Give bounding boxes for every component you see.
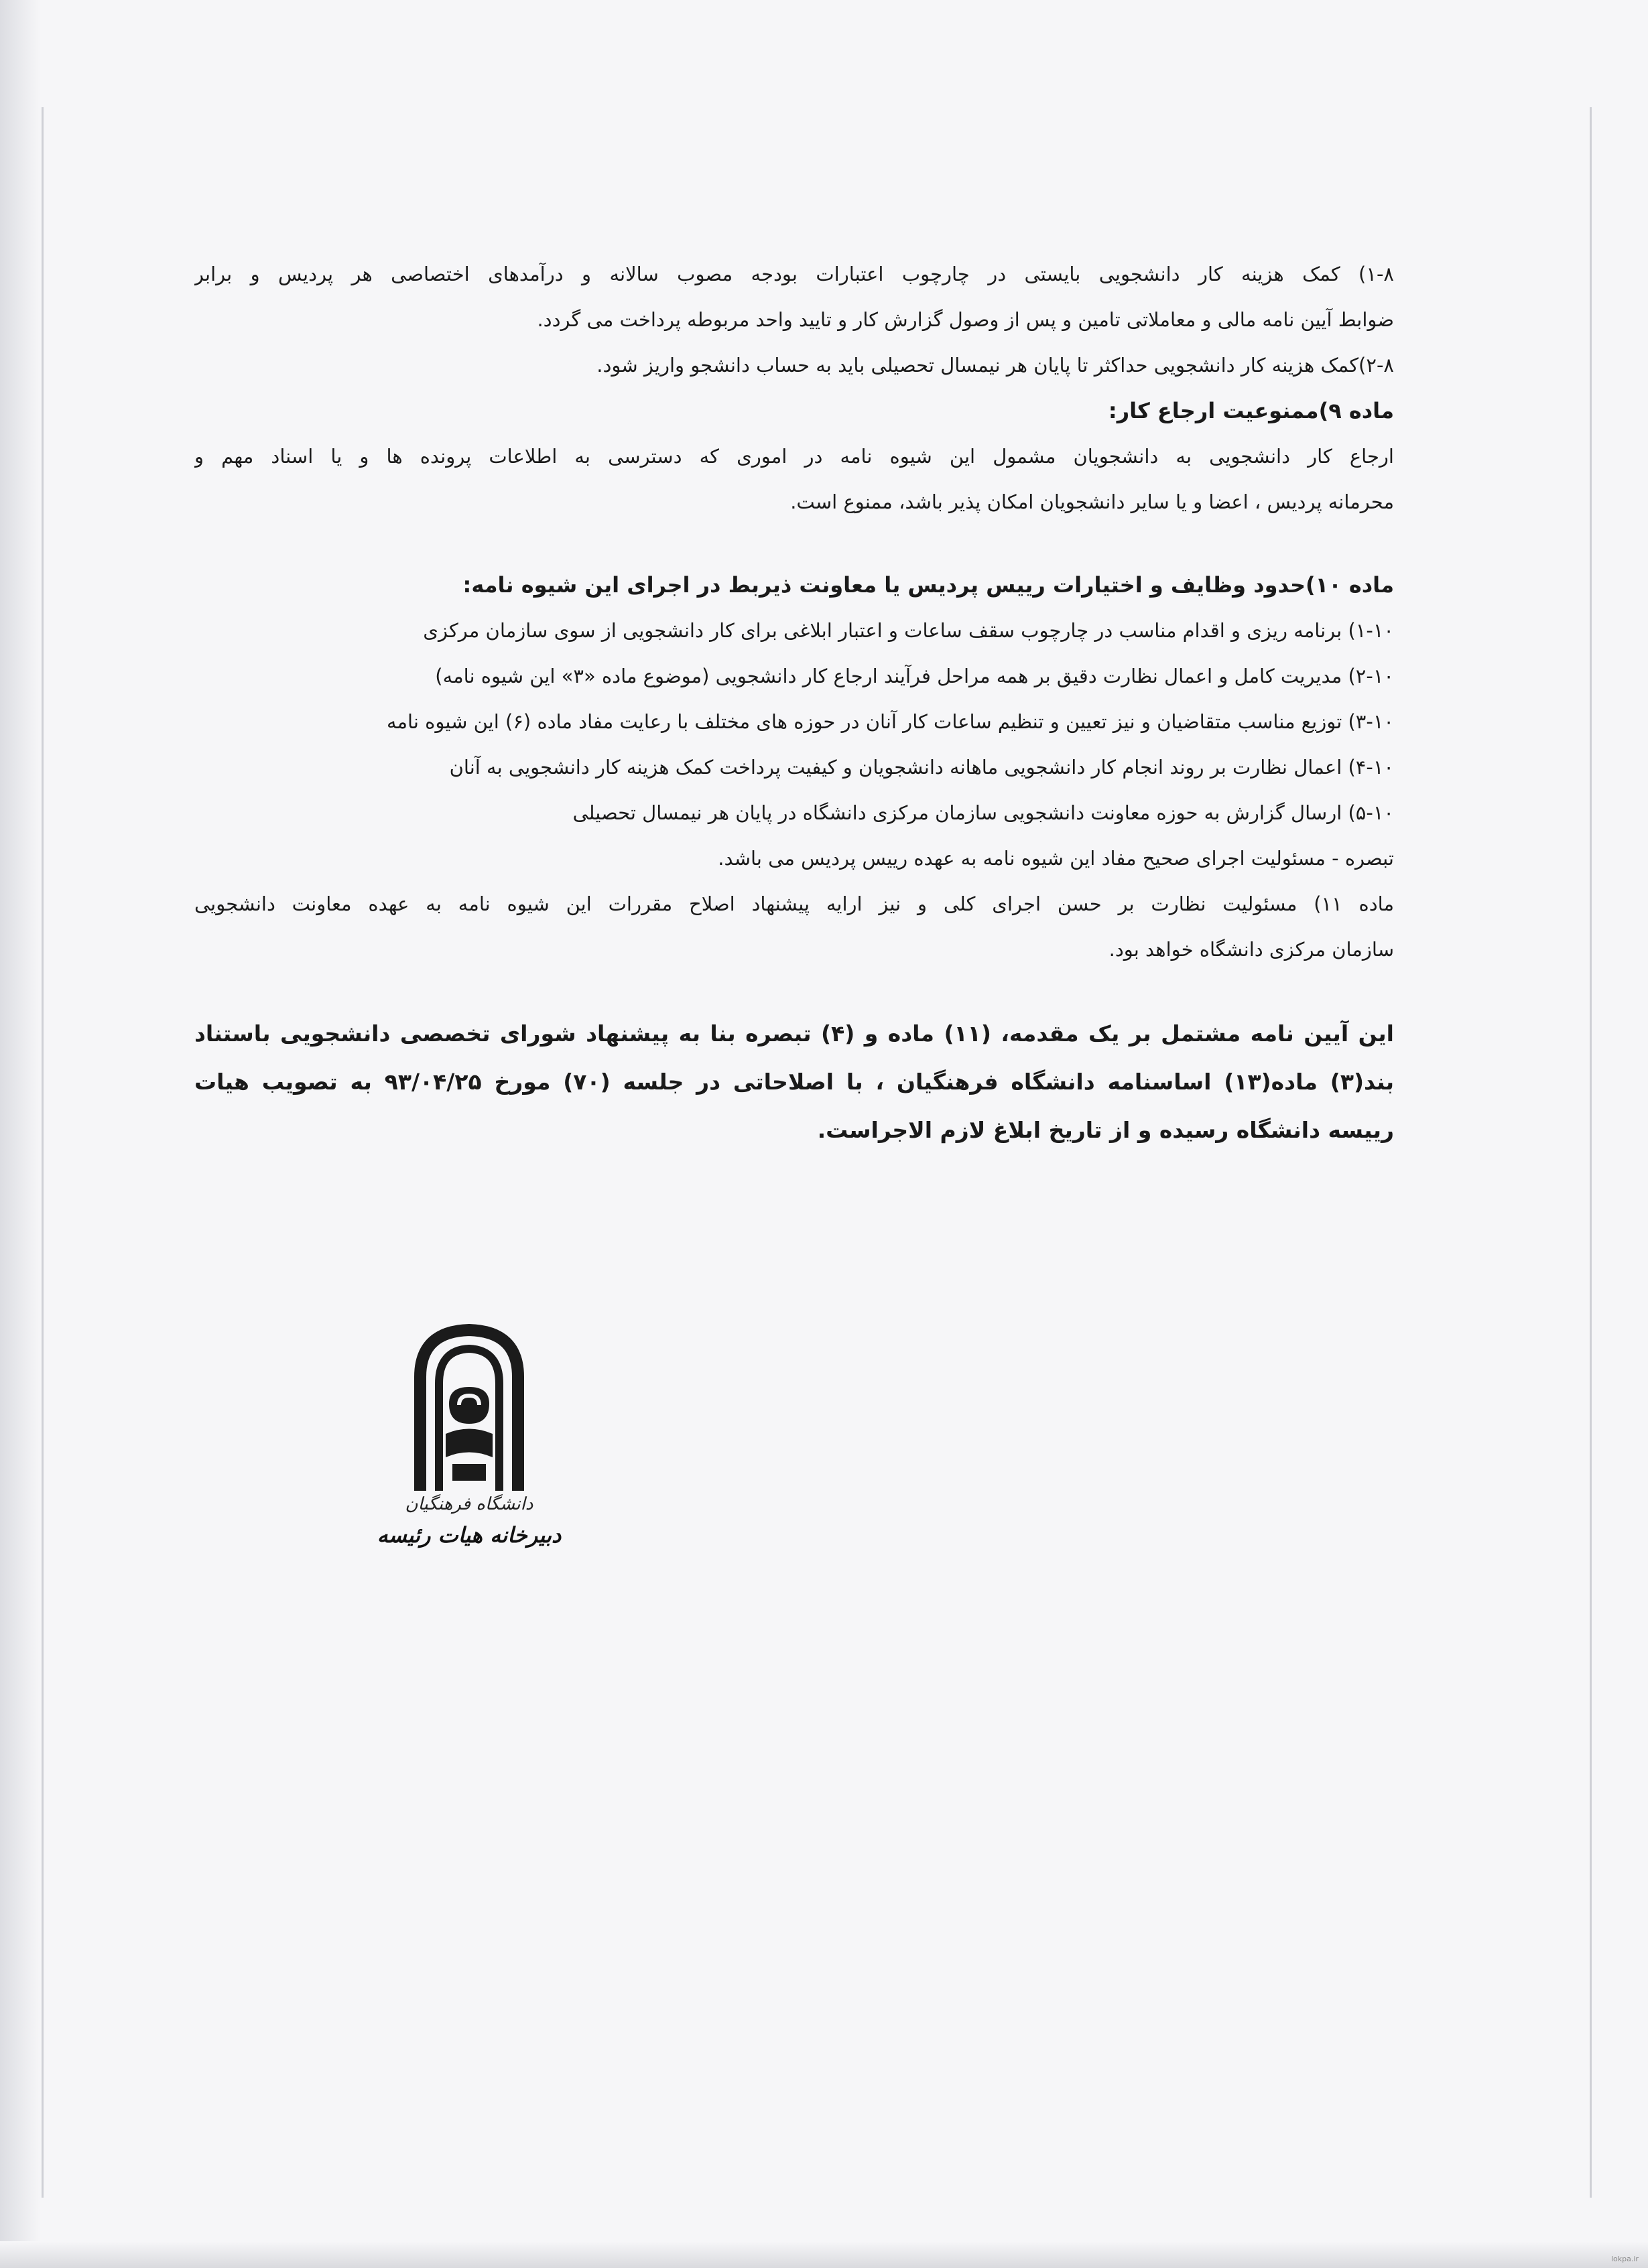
scan-shadow-bottom xyxy=(0,2241,1648,2268)
spacer xyxy=(194,972,1394,1010)
paragraph-line: ۲-۸)کمک هزینه کار دانشجویی حداکثر تا پایان هر نیمسال تحصیلی باید به حساب دانشجو واریز شود. xyxy=(596,354,1394,377)
document-body xyxy=(194,251,1394,1154)
watermark: lokpa.ir xyxy=(1611,2255,1639,2263)
list-item: ۴-۱۰) اعمال نظارت بر روند انجام کار دانشجویی ماهانه دانشجویان و کیفیت پرداخت کمک هزینه کار دانشجویی به آنان xyxy=(449,756,1394,779)
paragraph-line: ارجاع کار دانشجویی به دانشجویان مشمول این شیوه نامه در اموری که دسترسی به اطلاعات پرونده ها و یا اسناد مهم و xyxy=(194,445,1394,468)
scan-line-left xyxy=(42,107,44,2198)
list-item: ۱-۱۰) برنامه ریزی و اقدام مناسب در چارچوب سقف ساعات و اعتبار ابلاغی برای کار دانشجویی از سوی سازمان مرکزی xyxy=(423,619,1394,642)
note-line: تبصره - مسئولیت اجرای صحیح مفاد این شیوه نامه به عهده رییس پردیس می باشد. xyxy=(718,847,1394,870)
paragraph-line: محرمانه پردیس ، اعضا و یا سایر دانشجویان امکان پذیر باشد، ممنوع است. xyxy=(790,490,1394,513)
paragraph-line: ۱-۸) کمک هزینه کار دانشجویی بایستی در چارچوب اعتبارات بودجه مصوب سالانه و درآمدهای اختصاصی هر پردیس و برابر xyxy=(194,263,1394,285)
closing-line: رییسه دانشگاه رسیده و از تاریخ ابلاغ لازم الاجراست. xyxy=(817,1117,1394,1143)
list-item: ۲-۱۰) مدیریت کامل و اعمال نظارت دقیق بر همه مراحل فرآیند ارجاع کار دانشجویی (موضوع ماده «۳» این شیوه نامه) xyxy=(435,665,1394,687)
seal-office-name: دبیرخانه هیات رئیسه xyxy=(377,1522,562,1548)
list-item: ۳-۱۰) توزیع مناسب متقاضیان و نیز تعیین و تنظیم ساعات کار آنان در حوزه های مختلف با رعایت مفاد ماده (۶) این شیوه نامه xyxy=(386,710,1394,733)
paragraph-line: ضوابط آیین نامه مالی و معاملاتی تامین و پس از وصول گزارش کار و تایید واحد مربوطه پرداخت می گردد. xyxy=(537,308,1394,331)
paragraph-line: ماده ۱۱) مسئولیت نظارت بر حسن اجرای کلی و نیز ارایه پیشنهاد اصلاح مقررات این شیوه نامه به عهده معاونت دانشجویی xyxy=(194,892,1394,915)
scan-shadow-left xyxy=(0,0,40,2268)
closing-line: بند(۳) ماده(۱۳) اساسنامه دانشگاه فرهنگیان ، با اصلاحاتی در جلسه (۷۰) مورخ ۹۳/۰۴/۲۵ به تصویب هیات xyxy=(194,1069,1394,1095)
section-heading-madde10: ماده ۱۰)حدود وظایف و اختیارات رییس پردیس یا معاونت ذیربط در اجرای این شیوه نامه: xyxy=(462,572,1394,598)
university-logo-icon xyxy=(412,1323,526,1491)
seal-university-name: دانشگاه فرهنگیان xyxy=(405,1494,533,1514)
scan-line-right xyxy=(1590,107,1592,2198)
university-seal xyxy=(362,1323,576,1585)
section-heading-madde9: ماده ۹)ممنوعیت ارجاع کار: xyxy=(1108,398,1394,423)
list-item: ۵-۱۰) ارسال گزارش به حوزه معاونت دانشجویی سازمان مرکزی دانشگاه در پایان هر نیمسال تحصیلی xyxy=(572,801,1394,824)
closing-line: این آیین نامه مشتمل بر یک مقدمه، (۱۱) ماده و (۴) تبصره بنا به پیشنهاد شورای تخصصی دانشجویی باستناد xyxy=(194,1020,1394,1047)
spacer xyxy=(194,525,1394,562)
paragraph-line: سازمان مرکزی دانشگاه خواهد بود. xyxy=(1108,938,1394,961)
